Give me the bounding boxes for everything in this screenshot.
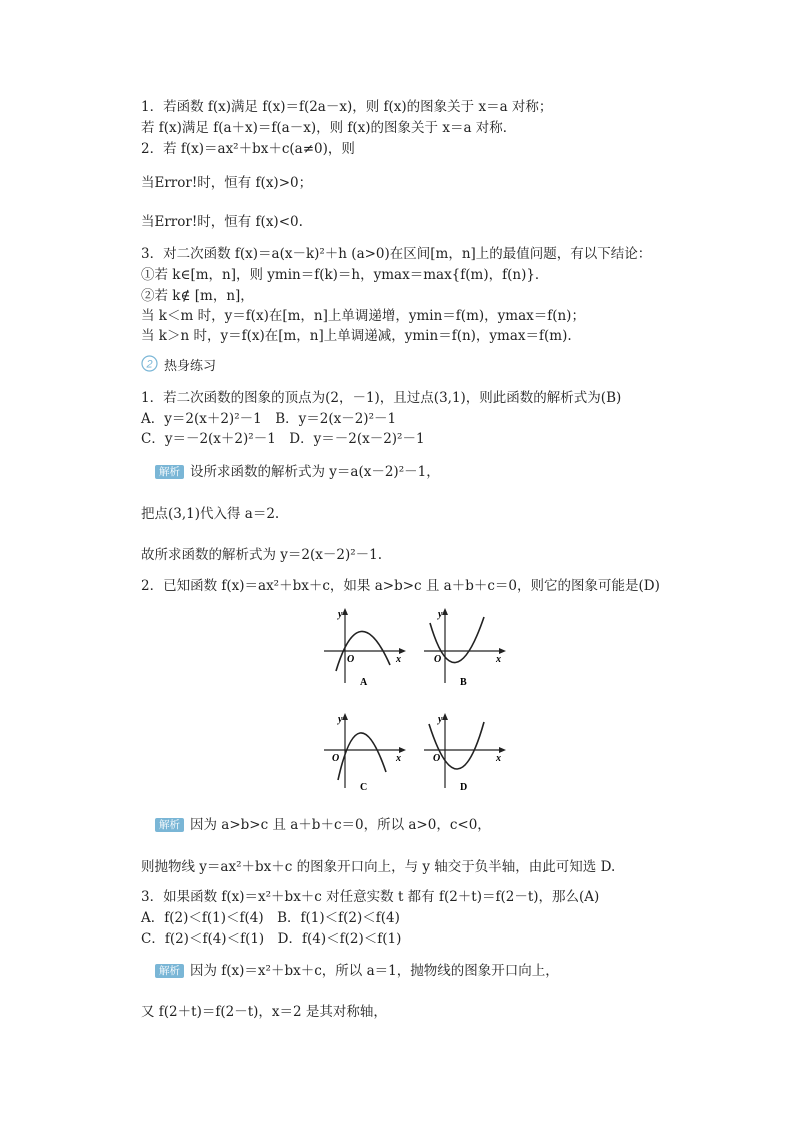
analysis-line (155, 962, 559, 980)
text-line: 当Error!时，恒有 f(x)<0. (141, 214, 303, 230)
y-axis-label: y (338, 609, 343, 620)
analysis-line: 故所求函数的解析式为 y＝2(x－2)²－1. (141, 547, 383, 563)
analysis-text: 设所求函数的解析式为 y＝a(x－2)²－1， (190, 464, 440, 480)
graph-label-a: A (360, 677, 368, 688)
y-axis-label: y (438, 714, 443, 725)
analysis-line (155, 816, 491, 834)
x-axis-label: x (496, 753, 501, 764)
question-option: C．f(2)＜f(4)＜f(1) D．f(4)＜f(2)＜f(1) (141, 931, 402, 947)
y-axis-label: y (438, 609, 443, 620)
analysis-line: 把点(3,1)代入得 a＝2. (141, 506, 280, 522)
text-line: 当Error!时，恒有 f(x)>0； (141, 175, 313, 191)
graph-d (420, 710, 510, 795)
x-axis-label: x (396, 753, 401, 764)
analysis-line (155, 463, 440, 481)
text-line: 3．对二次函数 f(x)＝a(x－k)²＋h (a>0)在区间[m，n]上的最值问题，有以下结论： (141, 246, 652, 262)
question-stem: 1．若二次函数的图象的顶点为(2，－1)，且过点(3,1)，则此函数的解析式为(B) (141, 390, 622, 406)
section-heading (141, 355, 216, 378)
text-line: 2．若 f(x)＝ax²＋bx＋c(a≠0)，则 (141, 141, 355, 157)
analysis-badge: 解析 (155, 818, 184, 832)
origin-label: O (434, 654, 442, 665)
question-stem: 2．已知函数 f(x)＝ax²＋bx＋c，如果 a>b>c 且 a＋b＋c＝0，则它的图象可能是(D) (141, 578, 660, 594)
text-line: ②若 k∉ [m，n]， (141, 288, 254, 304)
origin-label: O (347, 654, 355, 665)
text-line: 当 k＜m 时，y＝f(x)在[m，n]上单调递增，ymin＝f(m)，ymax＝f(n)； (141, 308, 585, 324)
graph-label-b: B (460, 677, 467, 688)
analysis-text: 因为 f(x)＝x²＋bx＋c，所以 a＝1，抛物线的图象开口向上， (190, 963, 559, 979)
svg-text:2: 2 (146, 358, 153, 371)
question-option: C．y＝－2(x＋2)²－1 D．y＝－2(x－2)²－1 (141, 431, 425, 447)
x-axis-label: x (396, 654, 401, 665)
graph-a (320, 605, 410, 690)
x-axis-label: x (496, 654, 501, 665)
circle-2-icon (141, 355, 158, 378)
text-line: 1．若函数 f(x)满足 f(x)＝f(2a－x)，则 f(x)的图象关于 x＝a 对称； (141, 99, 553, 115)
text-line: 当 k＞n 时，y＝f(x)在[m，n]上单调递减，ymin＝f(n)，ymax＝f(m). (141, 328, 572, 344)
text-line: 若 f(x)满足 f(a＋x)＝f(a－x)，则 f(x)的图象关于 x＝a 对称． (141, 120, 517, 136)
question-stem: 3．如果函数 f(x)＝x²＋bx＋c 对任意实数 t 都有 f(2＋t)＝f(2－t)，那么(A) (141, 889, 600, 905)
analysis-line: 则抛物线 y＝ax²＋bx＋c 的图象开口向上，与 y 轴交于负半轴，由此可知选 D. (141, 859, 616, 875)
question-option: A．y＝2(x＋2)²－1 B．y＝2(x－2)²－1 (141, 411, 397, 427)
analysis-badge: 解析 (155, 964, 184, 978)
graph-c (320, 710, 410, 795)
section-title: 热身练习 (164, 359, 217, 374)
graph-label-d: D (460, 782, 468, 793)
origin-label: O (433, 753, 441, 764)
text-line: ①若 k∈[m，n]，则 ymin＝f(k)＝h，ymax＝max{f(m)，f(n)}． (141, 267, 549, 283)
origin-label: O (332, 753, 340, 764)
analysis-text: 因为 a>b>c 且 a＋b＋c＝0，所以 a>0，c<0， (190, 817, 491, 833)
analysis-line: 又 f(2＋t)＝f(2－t)，x＝2 是其对称轴， (141, 1004, 387, 1020)
y-axis-label: y (338, 714, 343, 725)
graph-label-c: C (360, 782, 368, 793)
graph-b (420, 605, 510, 690)
question-option: A．f(2)＜f(1)＜f(4) B．f(1)＜f(2)＜f(4) (141, 910, 400, 926)
analysis-badge: 解析 (155, 465, 184, 479)
